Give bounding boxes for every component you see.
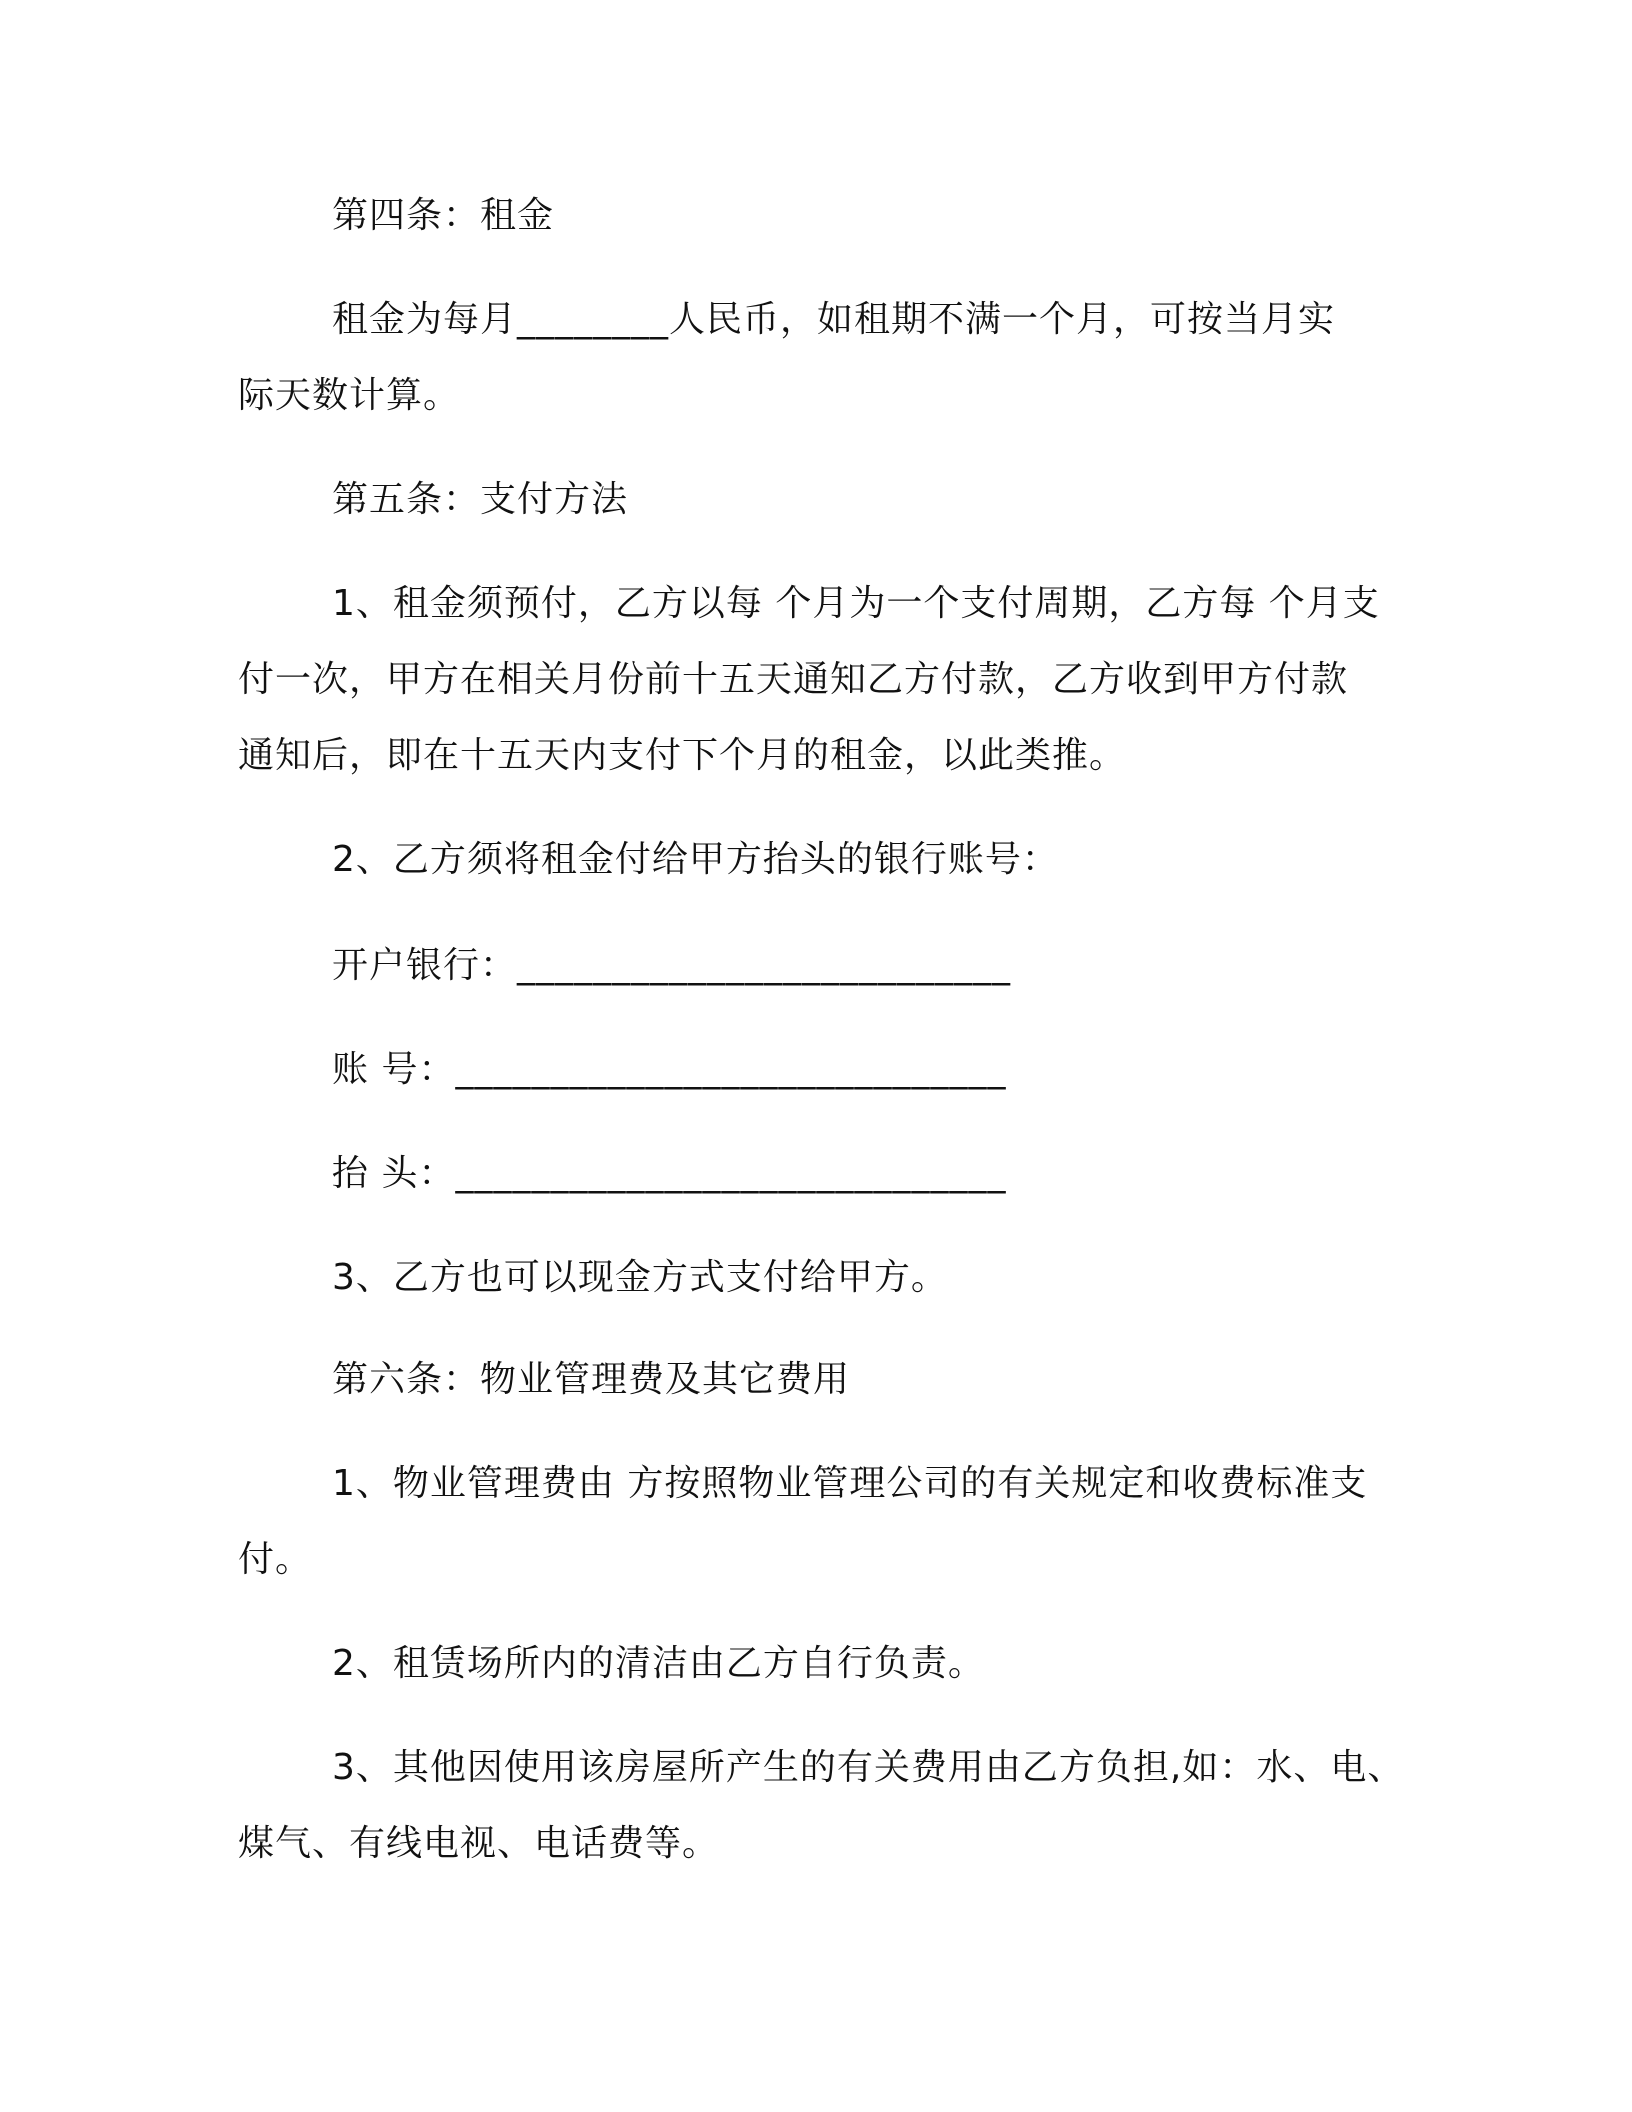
payment-item-1-line-1: 1、租金须预付，乙方以每 个月为一个支付周期，乙方每 个月支 [332,583,1380,624]
rent-paragraph-line-1: 租金为每月________人民币，如租期不满一个月，可按当月实 [332,299,1336,340]
rent-paragraph-line-2: 际天数计算。 [238,375,461,416]
payment-item-2: 2、乙方须将租金付给甲方抬头的银行账号： [332,839,1059,880]
bank-name-field: 开户银行：__________________________ [332,945,1012,986]
article-6-heading: 第六条：物业管理费及其它费用 [332,1359,851,1400]
payment-item-3: 3、乙方也可以现金方式支付给甲方。 [332,1257,948,1298]
fee-item-3-line-2: 煤气、有线电视、电话费等。 [238,1823,720,1864]
article-5-heading: 第五条：支付方法 [332,479,629,520]
fee-item-3-line-1: 3、其他因使用该房屋所产生的有关费用由乙方负担,如：水、电、 [332,1747,1405,1788]
fee-item-1-line-2: 付。 [238,1539,313,1580]
payment-item-1-line-3: 通知后，即在十五天内支付下个月的租金，以此类推。 [238,735,1127,776]
article-4-heading: 第四条：租金 [332,195,555,236]
account-number-field: 账 号：_____________________________ [332,1049,1007,1090]
fee-item-2: 2、租赁场所内的清洁由乙方自行负责。 [332,1643,985,1684]
payment-item-1-line-2: 付一次，甲方在相关月份前十五天通知乙方付款，乙方收到甲方付款 [238,659,1349,700]
account-title-field: 抬 头：_____________________________ [332,1153,1007,1194]
fee-item-1-line-1: 1、物业管理费由 方按照物业管理公司的有关规定和收费标准支 [332,1463,1368,1504]
